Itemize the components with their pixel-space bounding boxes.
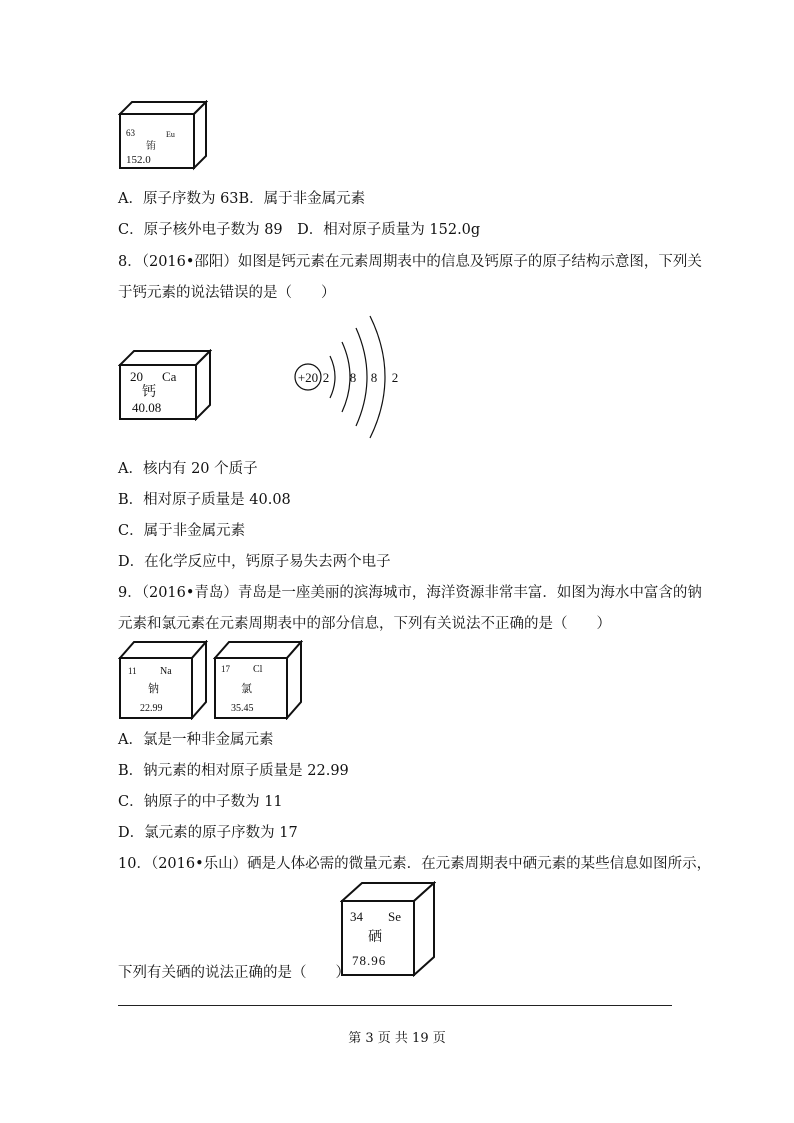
q9-option-d: D．氯元素的原子序数为 17	[118, 825, 298, 841]
element-cube-cl	[213, 640, 303, 720]
q10-stem-line1: 10．（2016•乐山）硒是人体必需的微量元素．在元素周期表中硒元素的某些信息如图所示，	[118, 856, 712, 872]
element-name: 钙	[142, 385, 156, 400]
q7-option-cd: C．原子核外电子数为 89 D．相对原子质量为 152.0g	[118, 222, 481, 238]
shell-1-count: 2	[322, 370, 330, 385]
element-cube-ca	[118, 349, 212, 421]
element-number: 63	[126, 128, 135, 138]
element-mass: 78.96	[352, 953, 387, 968]
q8-stem-line1: 8．（2016•邵阳）如图是钙元素在元素周期表中的信息及钙原子的原子结构示意图，下列关	[118, 254, 702, 270]
calcium-atom-diagram	[290, 312, 410, 442]
element-number: 20	[130, 369, 143, 384]
element-symbol: Na	[160, 666, 172, 677]
nucleus-charge: +20	[297, 370, 319, 385]
element-name: 铕	[146, 141, 156, 152]
element-mass: 152.0	[126, 154, 151, 166]
q8-option-a: A．核内有 20 个质子	[118, 461, 258, 477]
q9-stem-line1: 9．（2016•青岛）青岛是一座美丽的滨海城市，海洋资源非常丰富．如图为海水中富含的钠	[118, 585, 702, 601]
shell-3-count: 8	[370, 370, 378, 385]
shell-2-count: 8	[349, 370, 357, 385]
element-mass: 35.45	[231, 703, 254, 714]
element-number: 34	[350, 909, 363, 924]
q9-option-b: B．钠元素的相对原子质量是 22.99	[118, 763, 349, 779]
element-mass: 22.99	[140, 703, 163, 714]
element-name: 硒	[368, 930, 382, 945]
q8-option-d: D．在化学反应中，钙原子易失去两个电子	[118, 554, 391, 570]
q8-option-c: C．属于非金属元素	[118, 523, 246, 539]
element-mass: 40.08	[132, 400, 162, 415]
q8-stem-line2: 于钙元素的说法错误的是（ ）	[118, 285, 336, 301]
element-name: 钠	[148, 683, 159, 695]
footer-divider	[118, 1005, 672, 1006]
element-symbol: Se	[388, 909, 401, 924]
element-symbol: Cl	[253, 664, 263, 675]
electron-shell-3	[356, 328, 367, 426]
element-name: 氯	[241, 683, 252, 695]
electron-shell-1	[330, 356, 335, 398]
element-symbol: Eu	[166, 130, 175, 139]
q7-option-ab: A．原子序数为 63B．属于非金属元素	[118, 191, 366, 207]
element-number: 11	[128, 666, 137, 676]
q9-stem-line2: 元素和氯元素在元素周期表中的部分信息，下列有关说法不正确的是（ ）	[118, 616, 611, 632]
element-cube-eu	[118, 100, 208, 172]
page-footer: 第 3 页 共 19 页	[348, 1031, 446, 1046]
q10-stem-line2: 下列有关硒的说法正确的是（ ）	[118, 965, 350, 981]
element-cube-na	[118, 640, 208, 720]
element-symbol: Ca	[162, 369, 177, 384]
element-number: 17	[221, 664, 230, 674]
q8-option-b: B．相对原子质量是 40.08	[118, 492, 291, 508]
q9-option-c: C．钠原子的中子数为 11	[118, 794, 283, 810]
q9-option-a: A．氯是一种非金属元素	[118, 732, 274, 748]
shell-4-count: 2	[391, 370, 399, 385]
element-cube-se	[340, 881, 436, 977]
